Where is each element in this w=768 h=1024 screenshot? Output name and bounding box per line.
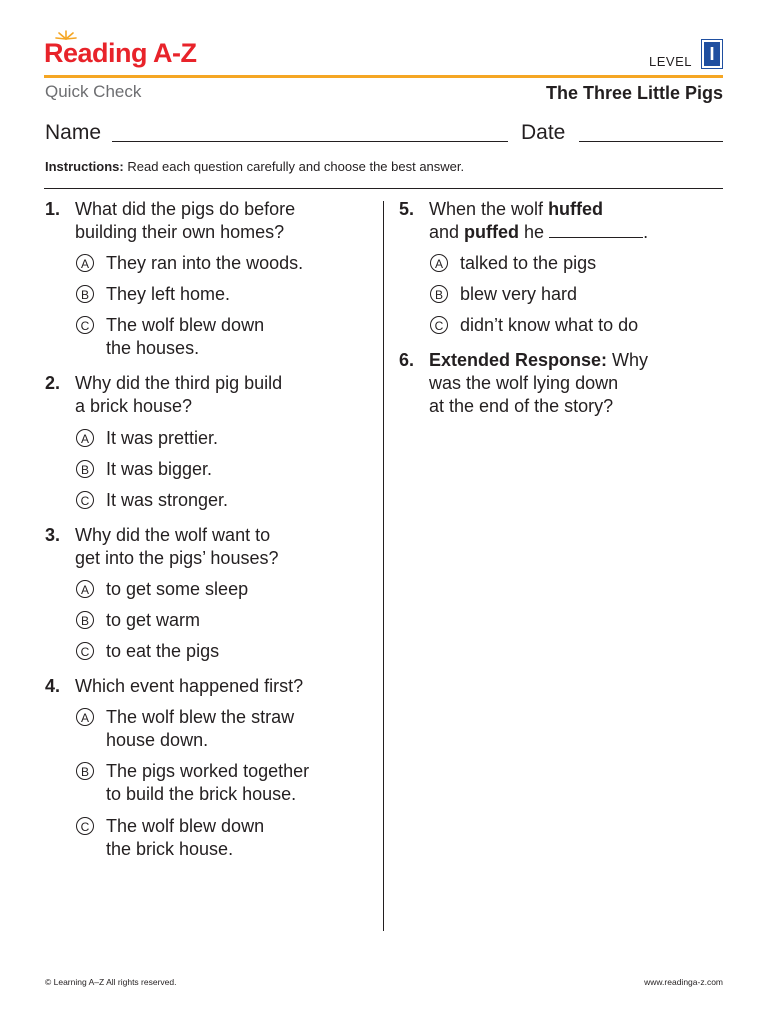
answer-bubble[interactable]: B (76, 762, 94, 780)
quick-check-label: Quick Check (45, 82, 142, 101)
level-badge: I (701, 39, 723, 69)
name-label: Name (45, 121, 102, 144)
answer-bubble[interactable]: A (76, 708, 94, 726)
stem-line: a brick house? (75, 396, 193, 416)
stem-line: building their own homes? (75, 222, 285, 242)
option-text: It was bigger. (106, 459, 213, 479)
level-label: LEVEL (649, 54, 692, 69)
date-label: Date (521, 121, 566, 144)
stem-line: Why did the third pig build (75, 373, 283, 393)
copyright: © Learning A–Z All rights reserved. (45, 977, 177, 987)
option-text: The wolf blew down (106, 816, 265, 836)
question-number: 2. (45, 373, 61, 393)
question-number: 5. (399, 199, 415, 219)
question-stem (75, 675, 365, 698)
name-field[interactable] (112, 141, 508, 142)
answer-bubble[interactable]: A (76, 254, 94, 272)
stem-line (429, 349, 719, 372)
option-text: The pigs worked together (106, 761, 310, 781)
stem-bold: huffed (548, 199, 604, 219)
question-stem (75, 372, 365, 418)
stem-line: Why did the wolf want to (75, 525, 271, 545)
stem-text: Why (607, 350, 649, 370)
question-stem (75, 198, 365, 244)
header-rule (44, 75, 723, 78)
answer-bubble[interactable]: B (76, 460, 94, 478)
stem-line: was the wolf lying down (429, 373, 619, 393)
footer-url[interactable]: www.readinga-z.com (644, 977, 723, 987)
instructions-rule (44, 188, 723, 189)
answer-bubble[interactable]: B (76, 611, 94, 629)
answer-bubble[interactable]: B (430, 285, 448, 303)
stem-line: What did the pigs do before (75, 199, 296, 219)
answer-bubble[interactable]: C (430, 316, 448, 334)
option-text: house down. (106, 730, 209, 750)
instructions (45, 159, 464, 174)
stem-text: and (429, 222, 465, 242)
option-text: blew very hard (460, 284, 578, 304)
option-text: to eat the pigs (106, 641, 220, 661)
option-text: It was stronger. (106, 490, 229, 510)
option-text: talked to the pigs (460, 253, 597, 273)
option-text: didn’t know what to do (460, 315, 639, 335)
answer-bubble[interactable]: C (76, 642, 94, 660)
option-text: The wolf blew down (106, 315, 265, 335)
answer-bubble[interactable]: C (76, 817, 94, 835)
question-stem (75, 524, 365, 570)
answer-bubble[interactable]: A (76, 580, 94, 598)
answer-bubble[interactable]: B (76, 285, 94, 303)
option-text: to build the brick house. (106, 784, 297, 804)
stem-line: Which event happened first? (75, 676, 304, 696)
stem-text: When the wolf (429, 199, 549, 219)
stem-bold: puffed (464, 222, 520, 242)
option-text: the brick house. (106, 839, 234, 859)
answer-blank[interactable] (549, 223, 643, 238)
question-number: 6. (399, 350, 415, 370)
stem-text: he (519, 222, 550, 242)
option-text: They ran into the woods. (106, 253, 304, 273)
answer-bubble[interactable]: C (76, 491, 94, 509)
answer-bubble[interactable]: A (430, 254, 448, 272)
stem-bold: Extended Response: (429, 350, 608, 370)
option-text: It was prettier. (106, 428, 219, 448)
option-text: the houses. (106, 338, 200, 358)
stem-text: . (643, 222, 649, 242)
question-number: 3. (45, 525, 61, 545)
option-text: They left home. (106, 284, 231, 304)
option-text: The wolf blew the straw (106, 707, 295, 727)
date-field[interactable] (579, 141, 723, 142)
option-text: to get some sleep (106, 579, 249, 599)
answer-bubble[interactable]: C (76, 316, 94, 334)
question-number: 4. (45, 676, 61, 696)
stem-line: get into the pigs’ houses? (75, 548, 279, 568)
book-title: The Three Little Pigs (545, 83, 723, 103)
stem-line (429, 198, 719, 221)
instructions-label: Instructions: (45, 159, 124, 174)
answer-bubble[interactable]: A (76, 429, 94, 447)
stem-line: at the end of the story? (429, 396, 614, 416)
question-number: 1. (45, 199, 61, 219)
instructions-text: Read each question carefully and choose the best answer. (123, 159, 465, 174)
question-stem (429, 349, 719, 418)
option-text: to get warm (106, 610, 201, 630)
logo-text: Reading A-Z (44, 38, 197, 68)
stem-line (429, 221, 719, 244)
question-stem (429, 198, 719, 244)
column-divider (383, 201, 384, 931)
